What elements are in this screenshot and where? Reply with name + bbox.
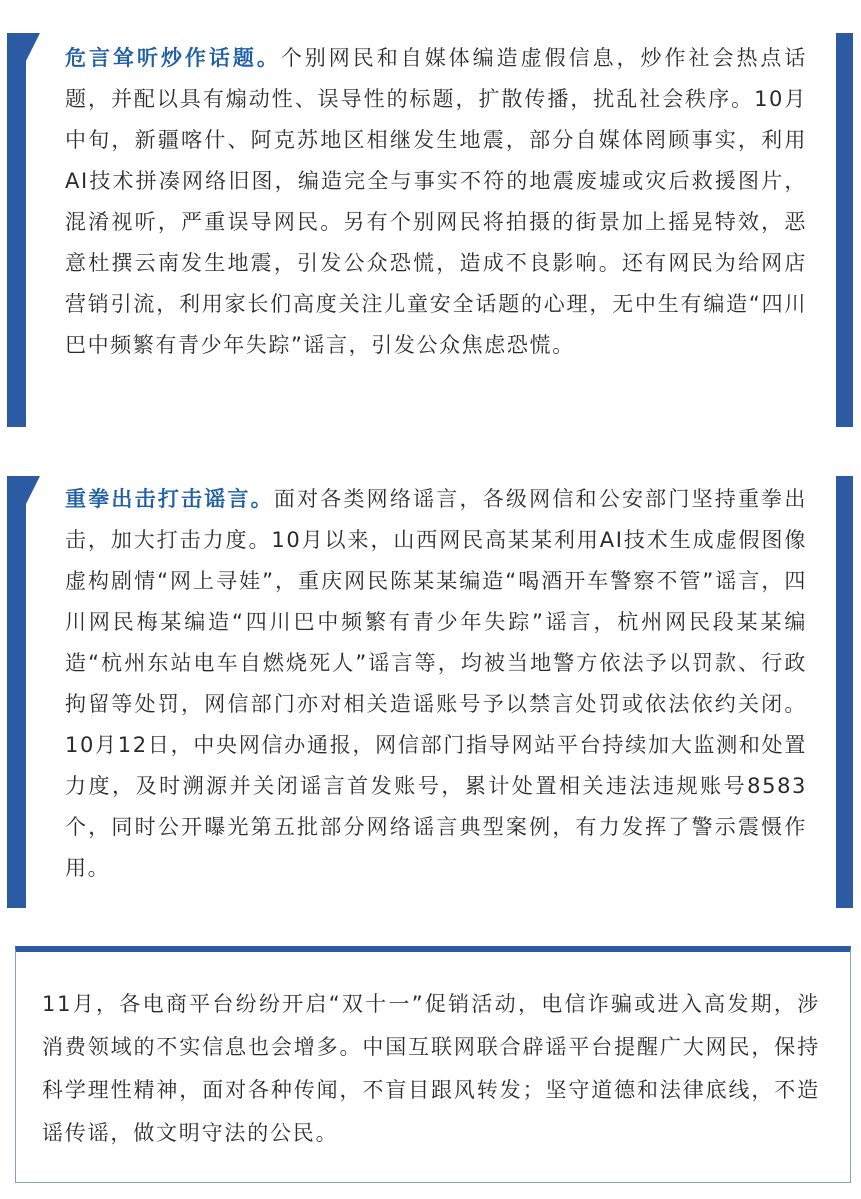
left-accent-bar xyxy=(7,476,26,908)
rumor-hype-section xyxy=(7,33,853,427)
right-accent-bar xyxy=(836,33,853,427)
section-heading: 危言耸听炒作话题。 xyxy=(65,46,281,70)
crackdown-section xyxy=(7,476,853,908)
summary-box xyxy=(15,946,851,1183)
section-body: 个别网民和自媒体编造虚假信息，炒作社会热点话题，并配以具有煽动性、误导性的标题，扩散传播，扰乱社会秩序。10月中旬，新疆喀什、阿克苏地区相继发生地震，部分自媒体罔顾事实，利用AI技术拼凑网络旧图，编造完全与事实不符的地震废墟或灾后救援图片，混淆视听，严重误导网民。另有个别网民将拍摄的街景加上摇晃特效，恶意杜撰云南发生地震，引发公众恐慌，造成不良影响。还有网民为给网店营销引流，利用家长们高度关注儿童安全话题的心理，无中生有编造“四川巴中频繁有青少年失踪”谣言，引发公众焦虑恐慌。 xyxy=(65,46,807,357)
left-accent-bar xyxy=(7,33,26,427)
summary-paragraph: 11月，各电商平台纷纷开启“双十一”促销活动，电信诈骗或进入高发期，涉消费领域的不实信息也会增多。中国互联网联合辟谣平台提醒广大网民，保持科学理性精神，面对各种传闻，不盲目跟风转发；坚守道德和法律底线，不造谣传谣，做文明守法的公民。 xyxy=(42,992,820,1145)
section-body: 面对各类网络谣言，各级网信和公安部门坚持重拳出击，加大打击力度。10月以来，山西网民高某某利用AI技术生成虚假图像虚构剧情“网上寻娃”，重庆网民陈某某编造“喝酒开车警察不管”谣言，四川网民梅某编造“四川巴中频繁有青少年失踪”谣言，杭州网民段某某编造“杭州东站电车自燃烧死人”谣言等，均被当地警方依法予以罚款、行政拘留等处罚，网信部门亦对相关造谣账号予以禁言处罚或依法依约关闭。10月12日，中央网信办通报，网信部门指导网站平台持续加大监测和处置力度，及时溯源并关闭谣言首发账号，累计处置相关违法违规账号8583个，同时公开曝光第五批部分网络谣言典型案例，有力发挥了警示震慑作用。 xyxy=(65,487,807,880)
section-paragraph xyxy=(65,479,807,889)
section-paragraph xyxy=(65,38,807,366)
right-accent-bar xyxy=(836,476,853,908)
section-heading: 重拳出击打击谣言。 xyxy=(65,487,274,511)
